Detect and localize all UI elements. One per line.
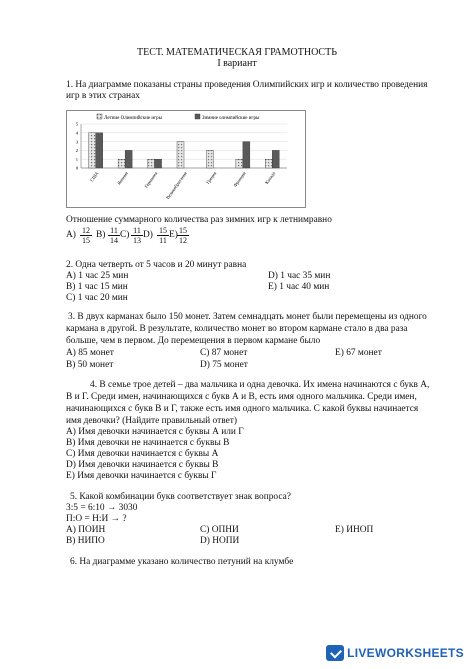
q1-option-a-fraction[interactable] (80, 226, 92, 245)
q1-option-d-num: 15 (159, 226, 167, 235)
q4-option-c[interactable]: C) Имя девочки начинается с буквы А (66, 449, 219, 459)
q3-option-d[interactable]: D) 75 монет (200, 360, 248, 370)
bar-summer (236, 159, 243, 168)
q1-option-a-num: 12 (82, 226, 90, 235)
legend-label-winter: Зимние олимпийские игры (202, 116, 260, 121)
q2-option-d[interactable]: D) 1 час 35 мин (268, 271, 331, 281)
q2-option-e[interactable]: E) 1 час 40 мин (268, 282, 330, 292)
q1-option-d-fraction[interactable] (157, 226, 169, 245)
liveworksheets-logo[interactable] (326, 645, 464, 661)
olympics-chart (66, 110, 306, 208)
y-tick-label: 5 (75, 121, 78, 127)
q1-option-b-label[interactable]: B) (96, 230, 106, 240)
y-tick-label: 0 (75, 165, 78, 171)
x-tick-label: Канада (264, 170, 277, 185)
q2-option-b[interactable]: B) 1 час 15 мин (66, 282, 128, 292)
legend-label-summer: Летние Олимпийские игры (104, 116, 162, 121)
q5-question: 5. Какой комбинации букв соответствует знак вопроса? (70, 492, 291, 502)
q5-option-d[interactable]: D) НОПИ (200, 536, 240, 546)
x-tick-label: Германия (143, 170, 159, 189)
q3-option-b[interactable]: B) 50 монет (66, 360, 114, 370)
chart-svg (67, 111, 305, 207)
q5-option-b[interactable]: B) НИПО (66, 536, 105, 546)
q5-option-e[interactable]: E) ИНОП (335, 525, 374, 535)
liveworksheets-logo-text: LIVEWORKSHEETS (347, 646, 464, 660)
q3-text-line3: больше, чем в первом. До перемещения в первом кармане было (66, 336, 321, 346)
x-tick-label: Великобритания (165, 170, 188, 201)
liveworksheets-logo-icon (326, 645, 344, 661)
q4-option-d[interactable]: D) Имя девочки начинается с буквы В (66, 460, 219, 470)
q1-text-line2: игр в этих странах (66, 91, 140, 101)
bar-summer (177, 142, 184, 168)
q6-question: 6. На диаграмме указано количество петуний на клумбе (70, 557, 294, 567)
q4-text-line1: 4. В семье трое детей – два мальчика и одна девочка. Их имена начинаются с букв А, (90, 380, 430, 390)
bar-summer (148, 159, 155, 168)
q1-option-c-fraction[interactable] (131, 226, 143, 245)
q3-option-c[interactable]: C) 87 монет (200, 348, 248, 358)
q4-option-b[interactable]: B) Имя девочки не начинается с буквы В (66, 438, 230, 448)
q3-option-a[interactable]: A) 85 монет (66, 348, 114, 358)
x-tick-label: Япония (116, 170, 129, 186)
bar-winter (243, 142, 250, 168)
q3-option-e[interactable]: E) 67 монет (335, 348, 382, 358)
q1-option-b-num: 11 (108, 226, 120, 236)
q5-task: П:О = Н:И → ? (66, 514, 127, 524)
q1-option-a-label[interactable]: A) (66, 230, 76, 240)
q4-text-line4: имя девочки? (Найдите правильный ответ) (66, 416, 237, 426)
bar-summer (89, 133, 96, 168)
q1-option-d-den: 11 (159, 236, 167, 245)
q1-option-d-label[interactable]: D) (143, 230, 153, 240)
q4-option-a[interactable]: A) Имя девочки начинается с буквы А или Г (66, 427, 244, 437)
q4-text-line2: В и Г. Среди имен, начинающихся с букв А и В, есть имя одного мальчика. Среди имен, (66, 392, 417, 402)
q1-text-line1: 1. На диаграмме показаны страны проведения Олимпийских игр и количество проведения (66, 80, 428, 90)
q2-question: 2. Одна четверть от 5 часов и 20 минут равна (66, 260, 247, 270)
x-tick-label: США (89, 170, 100, 183)
q1-question: Отношение суммарного количества раз зимних игр к летнимравно (66, 215, 332, 225)
bar-winter (272, 150, 279, 168)
bar-summer (118, 159, 125, 168)
q3-text-line1: 3. В двух карманах было 150 монет. Затем семнадцать монет были перемещены из одного (68, 312, 427, 322)
bar-summer (206, 150, 213, 168)
y-tick-label: 4 (75, 130, 78, 136)
y-tick-label: 3 (75, 139, 78, 145)
footer (0, 635, 474, 669)
q1-option-b-fraction[interactable] (108, 226, 120, 245)
legend-swatch-winter (195, 114, 200, 119)
y-tick-label: 2 (75, 148, 78, 154)
bar-winter (96, 133, 103, 168)
bar-winter (155, 159, 162, 168)
chart-legend (97, 114, 260, 121)
bar-summer (265, 159, 272, 168)
y-tick-label: 1 (75, 156, 78, 162)
x-tick-label: Франция (232, 170, 247, 188)
q1-option-e-label[interactable]: E) (169, 230, 178, 240)
q2-option-c[interactable]: C) 1 час 20 мин (66, 293, 128, 303)
q1-option-e-num: 15 (179, 226, 187, 235)
q5-option-a[interactable]: A) ПОИН (66, 525, 106, 535)
q1-option-c-den: 13 (133, 236, 141, 245)
x-tick-label: Греция (205, 170, 218, 185)
q5-example: 3:5 = 6:10 → 3030 (66, 503, 138, 513)
test-title: ТЕСТ. МАТЕМАТИЧЕСКАЯ ГРАМОТНОСТЬ (137, 47, 337, 58)
q4-text-line3: начинающихся с букв В и Г, также есть имя одного мальчика. С какой буквы начинается (66, 404, 419, 414)
variant-label: I вариант (217, 58, 257, 69)
bar-winter (125, 150, 132, 168)
q1-option-e-den: 12 (179, 236, 187, 245)
q1-option-c-label[interactable]: C) (120, 230, 130, 240)
q1-option-b-den: 14 (110, 236, 118, 245)
q3-text-line2: кармана в другой. В результате, количество монет во втором кармане стало в два раза (66, 324, 408, 334)
q1-option-a-den: 15 (82, 236, 90, 245)
legend-swatch-summer (97, 114, 102, 119)
q1-option-e-fraction[interactable] (177, 226, 189, 245)
q5-option-c[interactable]: C) ОПНИ (200, 525, 239, 535)
q4-option-e[interactable]: E) Имя девочки начинается с буквы Г (66, 471, 217, 481)
q2-option-a[interactable]: A) 1 час 25 мин (66, 271, 129, 281)
q1-option-c-num: 11 (131, 226, 143, 236)
